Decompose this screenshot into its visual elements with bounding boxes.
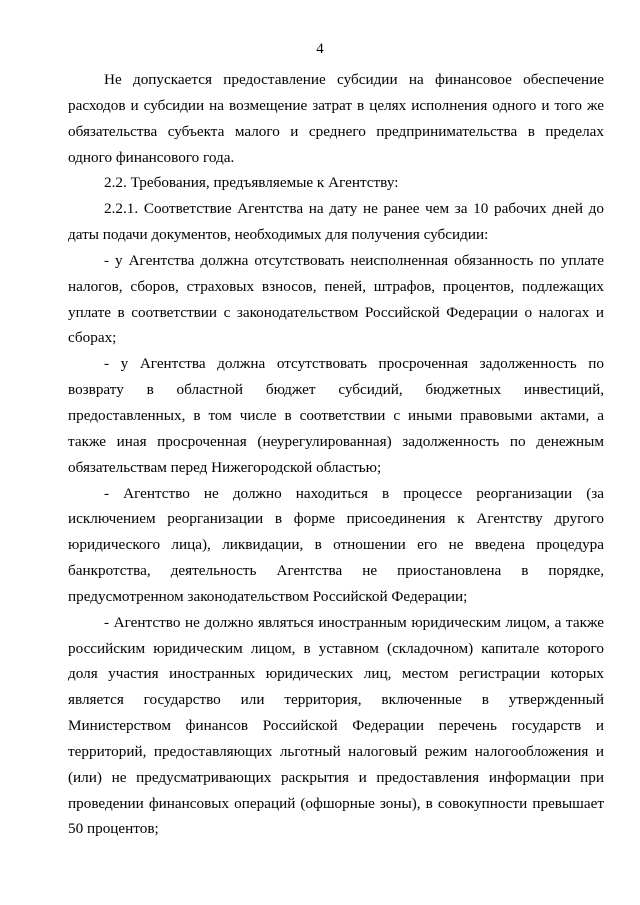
paragraph-foreign-entity: - Агентство не должно являться иностранным юридическим лицом, а также российским юридическим лицом, в уставном (складочном) капитале которого доля участия иностранных юридических лиц, местом регистрации которых является государство или территория, включенные в утвержденный Министерством финансов Российской Федерации перечень государств и территорий, предоставляющих льготный налоговый режим налогообложения и (или) не предусматривающих раскрытия и предоставления информации при проведении финансовых операций (офшорные зоны), в совокупности превышает 50 процентов; <box>68 613 604 838</box>
document-body <box>68 67 604 842</box>
paragraph-subsidy-restriction: Не допускается предоставление субсидии на финансовое обеспечение расходов и субсидии на возмещение затрат в целях исполнения одного и того же обязательства субъекта малого и среднего предпринимательства в пределах одного финансового года. <box>68 71 604 166</box>
paragraph-tax-obligations: - у Агентства должна отсутствовать неисполненная обязанность по уплате налогов, сборов, страховых взносов, пеней, штрафов, процентов, подлежащих уплате в соответствии с законодательством Российской Федерации о налогах и сборах; <box>68 251 604 347</box>
paragraph-section-2-2-heading: 2.2. Требования, предъявляемые к Агентству: <box>104 174 399 192</box>
paragraph-overdue-debt: - у Агентства должна отсутствовать просроченная задолженность по возврату в областной бюджет субсидий, бюджетных инвестиций, предоставленных, в том числе в соответствии с иными правовыми актами, а также иная просроченная (неурегулированная) задолженность по денежным обязательствам перед Нижегородской областью; <box>68 355 604 476</box>
paragraph-reorganization: - Агентство не должно находиться в процессе реорганизации (за исключением реорганизации в форме присоединения к Агентству другого юридического лица), ликвидации, в отношении его не введена процедура банкротства, деятельность Агентства не приостановлена в порядке, предусмотренном законодательством Российской Федерации; <box>68 484 604 605</box>
paragraph-section-2-2-1: 2.2.1. Соответствие Агентства на дату не ранее чем за 10 рабочих дней до даты подачи документов, необходимых для получения субсидии: <box>68 200 604 244</box>
page-number: 4 <box>316 41 324 57</box>
